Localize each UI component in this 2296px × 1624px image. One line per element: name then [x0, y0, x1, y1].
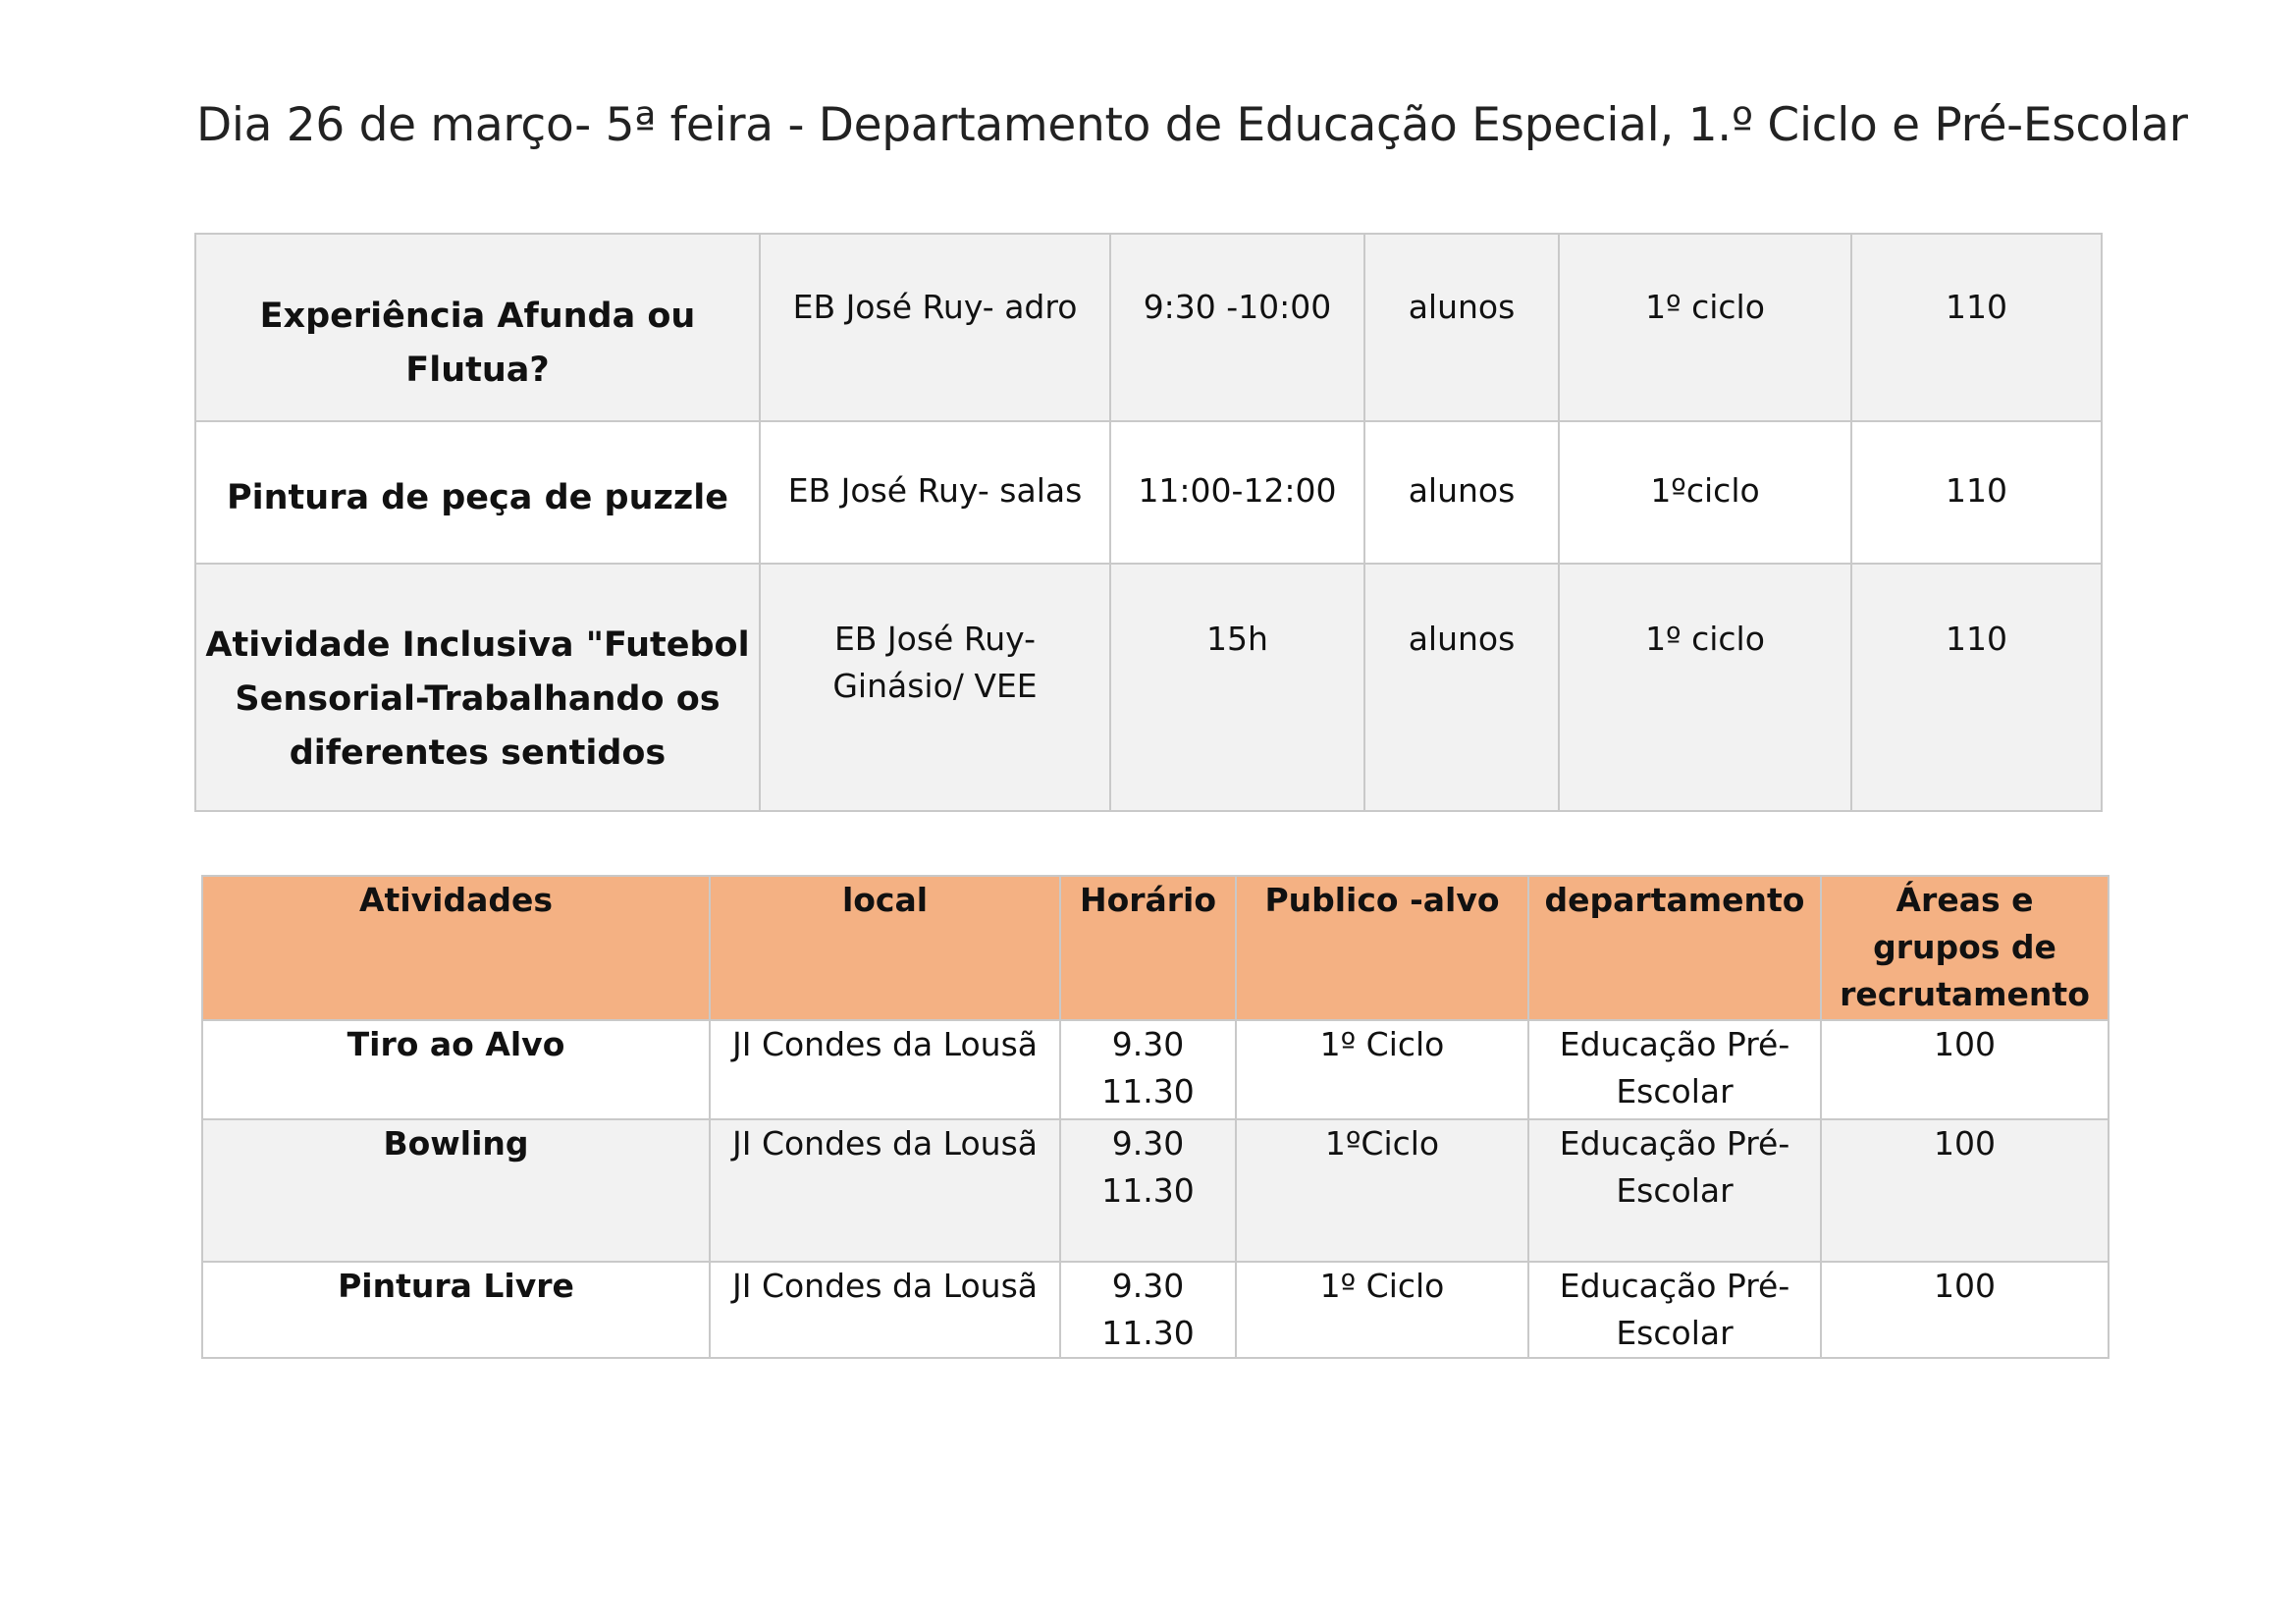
audience-cell: alunos — [1364, 421, 1559, 564]
activity-cell: Pintura de peça de puzzle — [195, 421, 760, 564]
page-title: Dia 26 de março- 5ª feira - Departamento de Educação Especial, 1.º Ciclo e Pré-Escolar — [196, 98, 2188, 152]
activity-cell: Tiro ao Alvo — [202, 1020, 710, 1119]
department-cell: Educação Pré-Escolar — [1528, 1119, 1821, 1262]
table-row — [202, 1262, 2109, 1358]
table-row — [195, 421, 2102, 564]
activities-table-1 — [194, 233, 2103, 812]
group-cell: 110 — [1851, 564, 2102, 811]
activity-cell: Pintura Livre — [202, 1262, 710, 1358]
group-cell: 100 — [1821, 1020, 2109, 1119]
table-row — [202, 1119, 2109, 1262]
time-cell: 15h — [1110, 564, 1364, 811]
time-cell: 11:00-12:00 — [1110, 421, 1364, 564]
time-cell: 9.30 11.30 — [1060, 1020, 1236, 1119]
local-cell: JI Condes da Lousã — [710, 1262, 1060, 1358]
table-row — [202, 1020, 2109, 1119]
table-header-row — [202, 876, 2109, 1020]
group-cell: 100 — [1821, 1119, 2109, 1262]
time-cell: 9.30 11.30 — [1060, 1119, 1236, 1262]
header-department: departamento — [1528, 876, 1821, 1020]
local-cell: EB José Ruy- Ginásio/ VEE — [760, 564, 1110, 811]
audience-cell: 1º Ciclo — [1236, 1020, 1528, 1119]
local-cell: EB José Ruy- adro — [760, 234, 1110, 421]
activity-cell: Bowling — [202, 1119, 710, 1262]
group-cell: 110 — [1851, 234, 2102, 421]
header-groups: Áreas e grupos de recrutamento — [1821, 876, 2109, 1020]
cycle-cell: 1ºciclo — [1559, 421, 1851, 564]
activity-cell: Experiência Afunda ou Flutua? — [195, 234, 760, 421]
header-local: local — [710, 876, 1060, 1020]
audience-cell: 1º Ciclo — [1236, 1262, 1528, 1358]
audience-cell: alunos — [1364, 564, 1559, 811]
group-cell: 100 — [1821, 1262, 2109, 1358]
header-time: Horário — [1060, 876, 1236, 1020]
local-cell: EB José Ruy- salas — [760, 421, 1110, 564]
local-cell: JI Condes da Lousã — [710, 1020, 1060, 1119]
header-activities: Atividades — [202, 876, 710, 1020]
audience-cell: alunos — [1364, 234, 1559, 421]
audience-cell: 1ºCiclo — [1236, 1119, 1528, 1262]
group-cell: 110 — [1851, 421, 2102, 564]
activity-cell: Atividade Inclusiva "Futebol Sensorial-Trabalhando os diferentes sentidos — [195, 564, 760, 811]
department-cell: Educação Pré-Escolar — [1528, 1020, 1821, 1119]
cycle-cell: 1º ciclo — [1559, 564, 1851, 811]
table-row — [195, 564, 2102, 811]
activities-table-2 — [201, 875, 2109, 1359]
department-cell: Educação Pré-Escolar — [1528, 1262, 1821, 1358]
time-cell: 9:30 -10:00 — [1110, 234, 1364, 421]
time-cell: 9.30 11.30 — [1060, 1262, 1236, 1358]
local-cell: JI Condes da Lousã — [710, 1119, 1060, 1262]
cycle-cell: 1º ciclo — [1559, 234, 1851, 421]
table-row — [195, 234, 2102, 421]
header-audience: Publico -alvo — [1236, 876, 1528, 1020]
